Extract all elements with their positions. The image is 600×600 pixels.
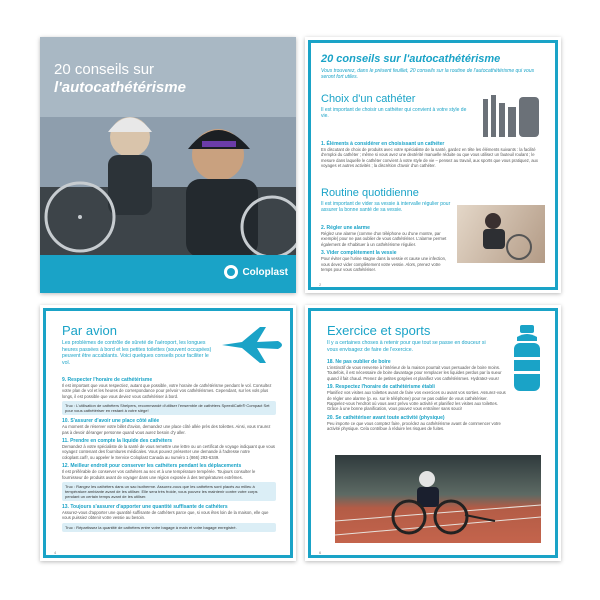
tip-9-body: Il est important que vous respectiez, autant que possible, votre horaire de cathétérisme pendant le vol. Consultez votre plan de vol et les heures de correspondance pour prévoir vos cathétérismes. Cependant, sur les vols plus longs, il est possible que vous deviez vous cathétériser à bord. (62, 383, 272, 399)
section-intro-plane: Les problèmes de contrôle de sûreté de l'aéroport, les longues heures passées à bord et les petites toilettes (souvent occupées) peuvent être accablants. Voici quelques conseils pour faciliter le vol. (62, 340, 212, 366)
tip-9-title: 9. Respecter l'horaire de cathétérisme (62, 377, 153, 383)
tip-2-body: Réglez une alarme (comme d'un téléphone ou d'une montre, par exemple) pour ne pas oublier de vous cathétériser. L'alarme permet également de s'habituer à un cathétérisme régulier. (321, 231, 447, 247)
tip-3-body: Pour éviter que l'urine stagne dans la vessie et cause une infection, vous devez vider complètement votre vessie. Alors, prenez votre temps pour vous cathétériser. (321, 256, 447, 273)
page2-title: 20 conseils sur l'autocathétérisme (321, 53, 501, 65)
tip-2-title: 2. Régler une alarme (321, 225, 370, 231)
section-title-catheter-choice: Choix d'un cathéter (321, 93, 416, 105)
page-number: 6 (319, 550, 322, 555)
person-silhouette-icon (457, 205, 545, 263)
tip-1-title: 1. Éléments à considérer en choisissant un cathéter (321, 141, 445, 147)
tip-13-box: Truc : Répartissez la quantité de cathéters entre votre bagage à main et votre bagage enregistré. (62, 523, 276, 532)
cover-title-line2: l'autocathétérisme (54, 79, 186, 96)
page-number: 2 (319, 282, 322, 287)
wheelchair-racer-illustration (335, 455, 541, 543)
tip-3-title: 3. Vider complètement la vessie (321, 250, 397, 257)
cover-page (40, 37, 296, 293)
tip-13-body: Assurez-vous d'apporter une quantité suffisante de cathéters parce que, si vous êtes loin de la maison, elle que vous puissiez obtenir votre vessie au besoin. (62, 510, 269, 521)
tip-10-body: Au moment de réserver votre billet d'avion, demandez une place côté allée près des toilettes. Ainsi, vous n'aurez pas à devoir déranger personne quand vous aurez besoin d'y aller. (62, 424, 271, 435)
tip-12-body: Il est préférable de conserver vos cathéters au sec et à une température tempérée. Toujours consulter le fournisseur de produits avant de voyager dans une région exposée à des températures extrêmes. (62, 469, 256, 480)
section-subtitle-catheter-choice: Il est important de choisir un cathéter qui convient à votre style de vie. (321, 107, 467, 120)
tip-11-title: 11. Prendre en compte la liquide des cathéters (62, 438, 173, 445)
water-bottle-icon (509, 323, 545, 393)
coloplast-logo-icon (224, 265, 238, 279)
person-wheelchair-photo (457, 205, 545, 263)
tip-19-title: 19. Respectez l'horaire de cathétérisme établi (327, 384, 435, 391)
tip-12-box: Truc : Rangez les cathéters dans un sac isotherme. Assurez-vous que les cathéters sont placés au milieu à température ambiante avant de les utiliser. Elle sera très froide, vous pouvez les maintenir contre votre corps pendant un certain temps avant de les utiliser. (62, 482, 276, 501)
section-title-sports: Exercice et sports (327, 323, 431, 338)
tip-20-body: Peu importe ce que vous comptez faire, procédez au cathétérisme avant de commencer votre activité physique. Cela contribue à réduire les risques de fuites. (327, 420, 501, 432)
page-number: 4 (54, 550, 57, 555)
brand-logo (224, 265, 288, 279)
tips-page-plane (40, 305, 296, 561)
section-intro-sports: Il y a certaines choses à retenir pour que tout se passe en douceur si vous envisagez de faire de l'exercice. (327, 340, 486, 353)
tip-11-body: Demandez à votre spécialiste de la santé de vous remettre une lettre ou un certificat de voyage indiquant que vous voyagez contenant des fournitures médicales. Vous pouvez présenter une demande à l'adresse notre coloplast.ca/fr, ou appeler le Service Coloplast Canada au numéro 1 (866) 293-6349. (62, 444, 275, 460)
tip-18-body: L'instinctif de vous renverse à l'intérieur de la maison pourrait vous persuader de boire moins. Toutefois, il est nécessaire de boire davantage pour remplacer les liquides perdus par la sueur quand il fait chaud. Prenez de petites gorgées et planifiez vos cathétérismes. Hydratez-vous! (327, 365, 502, 381)
tip-12-title: 12. Meilleur endroit pour conserver les cathéters pendant les déplacements (62, 463, 242, 470)
catheter-products-icon (481, 91, 543, 139)
tip-19-body: Planifiez vos visites aux toilettes avant de faire vos exercices ou avant vos sorties. Assurez-vous de régler une alarme (p. ex. sur le téléphone) pour ne pas oublier de vous cathétériser. Rappelez-vous l'endroit où vous avez prévu votre activité et planifiez les visites aux toilettes. Grâce à une bonne planification, vous pouvez vous entraîner sans souci! (327, 390, 506, 412)
tips-page-2 (305, 37, 561, 293)
cover-title-line1: 20 conseils sur (54, 61, 155, 78)
airplane-icon (220, 323, 286, 367)
tips-page-sports (305, 305, 561, 561)
cover-brand-band (40, 255, 296, 293)
section-title-daily-routine: Routine quotidienne (321, 187, 419, 199)
section-title-plane: Par avion (62, 323, 117, 338)
tip-13-title: 13. Toujours s'assurer d'apporter une quantité suffisante de cathéters (62, 504, 228, 511)
tip-1-body: En discutant de choix de produits avec votre spécialiste de la santé, gardez en tête les éléments suivants : la facilité d'emploi du cathéter ; même si vous avez une dextérité manuelle réduite ou que vous utilisez un fauteuil roulant ; le mesure dans laquelle le cathéter convient à votre style de vie – pensez au travail, aux sports que vous pratiquez, aux voyages et autres activités ; la discrétion d'avoir d'un cathéter. (321, 147, 538, 169)
page2-intro: Vous trouverez, dans le présent feuillet, 20 conseils sur la routine de l'autocathétérisme qui vous seront fort utiles. (321, 68, 535, 81)
brand-name: Coloplast (242, 266, 288, 278)
tip-18-title: 18. Ne pas oublier de boire (327, 359, 391, 365)
tip-20-title: 20. Se cathétériser avant toute activité (physique) (327, 414, 445, 421)
tip-9-box: Truc : L'utilisation de cathéters Shelpers, recommandé d'utiliser l'ensemble de cathéters SpeediCath® Compact Set pour vous cathétériser en restant à votre siège! (62, 401, 276, 415)
tip-10-title: 10. S'assurer d'avoir une place côté allée (62, 418, 160, 425)
section-subtitle-daily-routine: Il est important de vider sa vessie à intervalle régulier pour assurer la bonne santé de sa vessie. (321, 201, 451, 214)
athlete-track-photo (335, 455, 541, 543)
